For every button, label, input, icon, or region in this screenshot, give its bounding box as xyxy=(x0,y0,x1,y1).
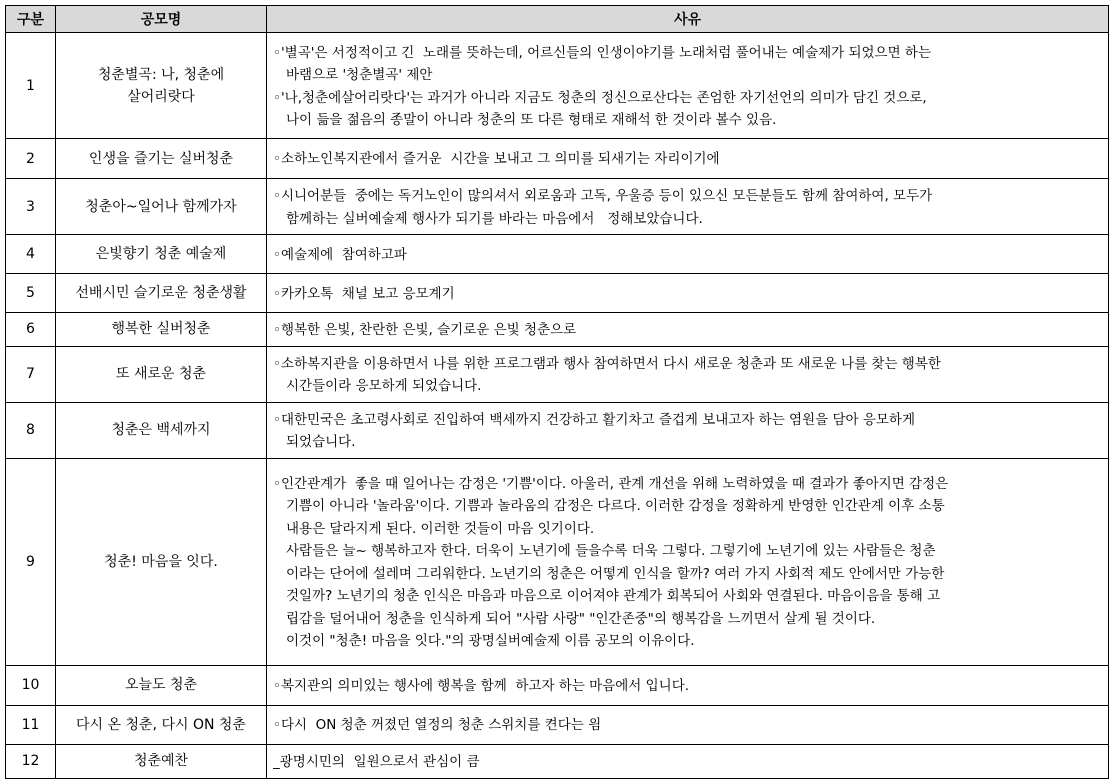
reason-line: ◦카카오톡 채널 보고 응모계기 xyxy=(273,285,455,302)
proposal-reason xyxy=(267,458,1109,665)
reason-line: 이라는 단어에 설레며 그리워한다. 노년기의 청춘은 어떻게 인식을 할까? 여러 가지 사회적 제도 안에서만 가능한 xyxy=(286,565,945,582)
table-row xyxy=(6,705,1109,744)
proposal-title xyxy=(56,139,267,179)
proposal-title xyxy=(56,235,267,274)
proposal-reason xyxy=(267,665,1109,705)
reason-line: 바램으로 '청춘별곡' 제안 xyxy=(286,67,433,83)
row-number: 4 xyxy=(6,235,56,274)
reason-line: 립감을 덜어내어 청춘을 인식하게 되어 "사람 사랑" "인간존중"의 행복감을 느끼면서 살게 될 것이다. xyxy=(286,610,876,627)
row-number: 6 xyxy=(6,313,56,347)
reason-line: 시간들이라 응모하게 되었습니다. xyxy=(286,378,482,394)
proposal-title-line: 은빛향기 청춘 예술제 xyxy=(95,246,227,262)
proposal-reason xyxy=(267,402,1109,458)
table-body xyxy=(6,33,1109,779)
proposal-title-line: 청춘예찬 xyxy=(133,753,189,769)
row-number: 12 xyxy=(6,744,56,778)
proposal-reason xyxy=(267,346,1109,402)
reason-line: 사람들은 늘~ 행복하고자 한다. 더욱이 노년기에 들을수록 더욱 그렇다. 그렇기에 노년기에 있는 사람들은 청춘 xyxy=(286,543,936,559)
proposal-title-line: 다시 온 청춘, 다시 ON 청춘 xyxy=(76,716,246,733)
reason-line: ◦시니어분들 중에는 독거노인이 많의셔서 외로움과 고독, 우울증 등이 있으신 모든분들도 함께 참여하여, 모두가 xyxy=(273,188,933,204)
header-title: 공모명 xyxy=(56,6,267,33)
reason-line: ◦행복한 은빛, 찬란한 은빛, 슬기로운 은빛 청춘으로 xyxy=(273,322,577,338)
table-row xyxy=(6,744,1109,778)
header-row xyxy=(6,6,1109,33)
proposal-title xyxy=(56,346,267,402)
proposal-title-line: 또 새로운 청춘 xyxy=(115,366,207,382)
proposal-title-line: 청춘아~일어나 함께가자 xyxy=(85,198,237,215)
table-row xyxy=(6,139,1109,179)
reason-line: ◦'나,청춘에살어리랏다'는 과거가 아니라 지금도 청춘의 정신으로산다는 존엄한 자기선언의 의미가 담긴 것으로, xyxy=(273,89,927,106)
row-number: 8 xyxy=(6,402,56,458)
row-number: 1 xyxy=(6,33,56,139)
reason-line: 것일까? 노년기의 청춘 인식은 마음과 마음으로 이어져야 관계가 회복되어 사회와 연결된다. 마음이음을 통해 고 xyxy=(286,588,941,604)
row-number: 11 xyxy=(6,705,56,744)
proposal-title xyxy=(56,665,267,705)
reason-line: 되었습니다. xyxy=(286,434,356,450)
reason-line: ◦소하복지관을 이용하면서 나를 위한 프로그램과 행사 참여하면서 다시 새로운 청춘과 또 새로운 나를 찾는 행복한 xyxy=(273,355,941,372)
proposal-title-line: 청춘은 백세까지 xyxy=(111,422,211,438)
table-row xyxy=(6,458,1109,665)
proposal-title-line: 오늘도 청춘 xyxy=(124,677,198,693)
proposal-title xyxy=(56,179,267,235)
row-number: 5 xyxy=(6,274,56,313)
proposal-title xyxy=(56,313,267,347)
reason-line: ◦소하노인복지관에서 즐거운 시간을 보내고 그 의미를 되새기는 자리이기에 xyxy=(273,151,720,168)
proposal-title-line: 인생을 즐기는 실버청춘 xyxy=(88,150,234,167)
proposal-reason xyxy=(267,179,1109,235)
reason-line: ◦다시 ON 청춘 꺼졌던 열정의 청춘 스위치를 켠다는 읨 xyxy=(273,717,602,734)
table-row xyxy=(6,665,1109,705)
table-row xyxy=(6,33,1109,139)
reason-line: 내용은 달라지게 된다. 이러한 것들이 마음 잇기이다. xyxy=(286,520,595,537)
proposal-title xyxy=(56,274,267,313)
proposal-title-line: 행복한 실버청춘 xyxy=(111,321,211,338)
table-row xyxy=(6,346,1109,402)
row-number: 9 xyxy=(6,458,56,665)
reason-line: 함께하는 실버예술제 행사가 되기를 바라는 마음에서 정해보았습니다. xyxy=(286,210,703,227)
reason-line: ◦'별곡'은 서정적이고 긴 노래를 뜻하는데, 어르신들의 인생이야기를 노래처럼 풀어내는 예술제가 되었으면 하는 xyxy=(273,44,932,61)
proposal-title xyxy=(56,402,267,458)
proposal-reason xyxy=(267,235,1109,274)
proposal-reason xyxy=(267,274,1109,313)
proposal-title-line: 선배시민 슬기로운 청춘생활 xyxy=(75,285,247,301)
proposal-reason xyxy=(267,705,1109,744)
reason-line: ◦인간관계가 좋을 때 일어나는 감정은 '기쁨'이다. 아울러, 관계 개선을 위해 노력하였을 때 결과가 좋아지면 감정은 xyxy=(273,475,949,492)
table-row xyxy=(6,313,1109,347)
row-number: 10 xyxy=(6,665,56,705)
proposal-table xyxy=(5,5,1109,779)
proposal-reason xyxy=(267,139,1109,179)
proposal-reason xyxy=(267,33,1109,139)
proposal-title-line: 청춘별곡: 나, 청춘에 xyxy=(97,66,225,83)
header-reason: 사유 xyxy=(267,6,1109,33)
table-row xyxy=(6,235,1109,274)
row-number: 7 xyxy=(6,346,56,402)
proposal-title-line: 청춘! 마음을 잇다. xyxy=(104,553,218,570)
table-row xyxy=(6,402,1109,458)
reason-line: ◦복지관의 의미있는 행사에 행복을 함께 하고자 하는 마음에서 입니다. xyxy=(273,677,690,694)
reason-line: _광명시민의 일원으로서 관심이 큼 xyxy=(273,753,480,770)
row-number: 3 xyxy=(6,179,56,235)
proposal-title xyxy=(56,458,267,665)
reason-line: 이것이 "청춘! 마음을 잇다."의 광명실버예술제 이름 공모의 이유이다. xyxy=(286,633,695,649)
proposal-title xyxy=(56,705,267,744)
reason-line: ◦예술제에 참여하고파 xyxy=(273,246,407,263)
proposal-title-line: 살어리랏다 xyxy=(127,88,195,105)
reason-line: 기쁨이 아니라 '놀라움'이다. 기쁨과 놀라움의 감정은 다르다. 이러한 감정을 정확하게 반영한 인간관계 이후 소통 xyxy=(286,498,945,514)
reason-line: ◦대한민국은 초고령사회로 진입하여 백세까지 건강하고 활기차고 즐겁게 보내고자 하는 염원을 담아 응모하게 xyxy=(273,411,916,428)
table-row xyxy=(6,179,1109,235)
row-number: 2 xyxy=(6,139,56,179)
table-row xyxy=(6,274,1109,313)
header-number: 구분 xyxy=(6,6,56,33)
proposal-title xyxy=(56,744,267,778)
proposal-reason xyxy=(267,744,1109,778)
proposal-title xyxy=(56,33,267,139)
proposal-reason xyxy=(267,313,1109,347)
reason-line: 나이 듦을 젊음의 종말이 아니라 청춘의 또 다른 형태로 재해석 한 것이라 볼수 있음. xyxy=(286,112,777,128)
